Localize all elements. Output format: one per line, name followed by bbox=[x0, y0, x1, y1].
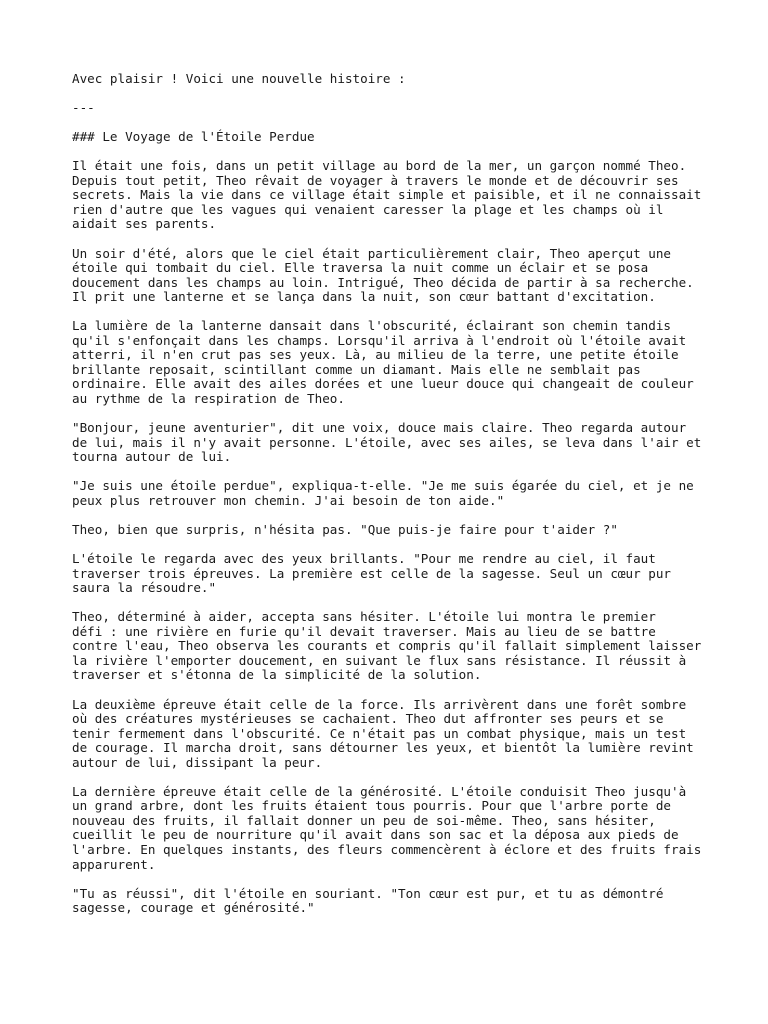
text-line: Un soir d'été, alors que le ciel était particulièrement clair, Theo aperçut une bbox=[72, 245, 671, 261]
text-line: La deuxième épreuve était celle de la force. Ils arrivèrent dans une forêt sombre bbox=[72, 696, 687, 712]
text-line: défi : une rivière en furie qu'il devait traverser. Mais au lieu de se battre bbox=[72, 623, 656, 639]
text-line: Avec plaisir ! Voici une nouvelle histoire : bbox=[72, 71, 406, 86]
text-line: apparurent. bbox=[72, 856, 156, 872]
text-line: un grand arbre, dont les fruits étaient tous pourris. Pour que l'arbre porte de bbox=[72, 798, 671, 814]
text-line: Theo, bien que surpris, n'hésita pas. "Que puis-je faire pour t'aider ?" bbox=[72, 521, 618, 537]
text-line: la rivière l'emporter doucement, en suivant le flux sans résistance. Il réussit à bbox=[72, 652, 687, 668]
text-line: de lui, mais il n'y avait personne. L'étoile, avec ses ailes, se leva dans l'air et bbox=[72, 434, 702, 450]
text-line: L'étoile le regarda avec des yeux brillants. "Pour me rendre au ciel, il faut bbox=[72, 551, 656, 567]
text-line: ordinaire. Elle avait des ailes dorées et une lueur douce qui changeait de couleur bbox=[72, 376, 694, 392]
text-line: La dernière épreuve était celle de la générosité. L'étoile conduisit Theo jusqu'à bbox=[72, 783, 687, 799]
text-line: atterri, il n'en crut pas ses yeux. Là, au milieu de la terre, une petite étoile bbox=[72, 347, 679, 363]
text-line: qu'il s'enfonçait dans les champs. Lorsqu'il arriva à l'endroit où l'étoile avait bbox=[72, 332, 687, 348]
text-line: ### Le Voyage de l'Étoile Perdue bbox=[72, 129, 315, 145]
text-line: contre l'eau, Theo observa les courants et compris qu'il fallait simplement laisser bbox=[72, 638, 702, 654]
text-line: où des créatures mystérieuses se cachaient. Theo dut affronter ses peurs et se bbox=[72, 711, 664, 727]
story-paragraph bbox=[72, 887, 728, 916]
text-line: traverser et s'étonna de la simplicité de la solution. bbox=[72, 667, 482, 683]
text-line: "Je suis une étoile perdue", expliqua-t-elle. "Je me suis égarée du ciel, et je ne bbox=[72, 478, 694, 494]
text-line: saura la résoudre." bbox=[72, 580, 217, 596]
text-line: brillante reposait, scintillant comme un diamant. Mais elle ne semblait pas bbox=[72, 361, 641, 377]
story-paragraph bbox=[72, 319, 728, 406]
text-line: doucement dans les champs au loin. Intrigué, Theo décida de partir à sa recherche. bbox=[72, 274, 694, 290]
text-line: autour de lui, dissipant la peur. bbox=[72, 754, 323, 770]
text-line: Theo, déterminé à aider, accepta sans hésiter. L'étoile lui montra le premier bbox=[72, 609, 656, 625]
text-line: tenir fermement dans l'obscurité. Ce n'était pas un combat physique, mais un test bbox=[72, 725, 687, 741]
text-line: sagesse, courage et générosité." bbox=[72, 900, 315, 916]
text-line: nouveau des fruits, il fallait donner un peu de soi-même. Theo, sans hésiter, bbox=[72, 812, 656, 828]
text-line: tourna autour de lui. bbox=[72, 449, 232, 465]
text-line: peux plus retrouver mon chemin. J'ai besoin de ton aide." bbox=[72, 492, 505, 508]
separator bbox=[72, 101, 728, 116]
intro-line bbox=[72, 72, 728, 87]
story-paragraph bbox=[72, 159, 728, 232]
text-line: rien d'autre que les vagues qui venaient caresser la plage et les champs où il bbox=[72, 201, 664, 217]
text-line: cueillit le peu de nourriture qu'il avait dans son sac et la déposa aux pieds de bbox=[72, 827, 679, 843]
text-line: traverser trois épreuves. La première est celle de la sagesse. Seul un cœur pur bbox=[72, 565, 671, 581]
text-line: "Bonjour, jeune aventurier", dit une voix, douce mais claire. Theo regarda autour bbox=[72, 420, 687, 436]
text-line: Il était une fois, dans un petit village au bord de la mer, un garçon nommé Theo. bbox=[72, 158, 687, 174]
story-paragraph bbox=[72, 421, 728, 465]
story-paragraph bbox=[72, 247, 728, 305]
text-line: au rythme de la respiration de Theo. bbox=[72, 391, 345, 407]
text-line: --- bbox=[72, 100, 95, 116]
story-paragraph bbox=[72, 610, 728, 683]
text-line: La lumière de la lanterne dansait dans l'obscurité, éclairant son chemin tandis bbox=[72, 318, 671, 334]
text-line: l'arbre. En quelques instants, des fleurs commencèrent à éclore et des fruits frais bbox=[72, 841, 702, 857]
story-paragraph bbox=[72, 479, 728, 508]
story-paragraph bbox=[72, 552, 728, 596]
text-line: aidait ses parents. bbox=[72, 216, 217, 232]
text-line: "Tu as réussi", dit l'étoile en souriant. "Ton cœur est pur, et tu as démontré bbox=[72, 885, 664, 901]
story-title bbox=[72, 130, 728, 145]
text-line: Depuis tout petit, Theo rêvait de voyager à travers le monde et de découvrir ses bbox=[72, 172, 679, 188]
story-paragraph bbox=[72, 523, 728, 538]
text-line: étoile qui tombait du ciel. Elle traversa la nuit comme un éclair et se posa bbox=[72, 260, 649, 276]
text-line: Il prit une lanterne et se lança dans la nuit, son cœur battant d'excitation. bbox=[72, 289, 656, 305]
story-paragraph bbox=[72, 698, 728, 771]
text-line: secrets. Mais la vie dans ce village était simple et paisible, et il ne connaissait bbox=[72, 187, 702, 203]
text-line: de courage. Il marcha droit, sans détourner les yeux, et bientôt la lumière revint bbox=[72, 740, 694, 756]
story-paragraph bbox=[72, 785, 728, 872]
